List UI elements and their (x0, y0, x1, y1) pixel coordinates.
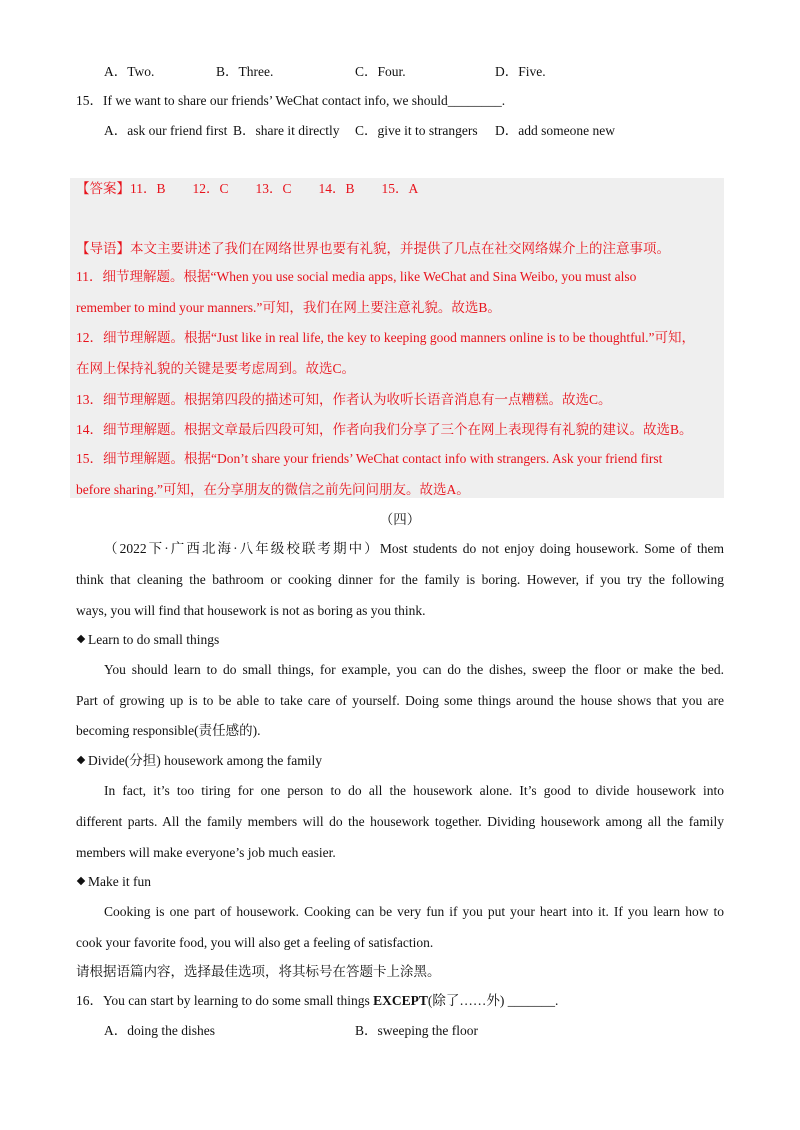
explanation-13: 13．细节理解题。根据第四段的描述可知，作者认为收听长语音消息有一点糟糕。故选C。 (76, 392, 612, 407)
heading-divide-housework (76, 751, 724, 771)
passage-p1-line1: （2022下·广西北海·八年级校联考期中）Most students do not enjoy doing housework. Some of them (104, 541, 724, 556)
q16-option-a: A．doing the dishes (104, 1023, 215, 1038)
passage-p2-line2: Part of growing up is to be able to take care of yourself. Doing some things around the house shows that you are (76, 693, 724, 708)
q15-option-d: D．add someone new (495, 123, 615, 138)
q15-option-a: A．ask our friend first (104, 123, 228, 138)
explanation-14: 14．细节理解题。根据文章最后四段可知，作者向我们分享了三个在网上表现得有礼貌的建议。故选B。 (76, 422, 693, 437)
passage-p4-line1: Cooking is one part of housework. Cooking can be very fun if you put your heart into it. If you learn how to (104, 904, 724, 919)
passage-p1-line2: think that cleaning the bathroom or cooking dinner for the family is boring. However, if you try the following (76, 572, 724, 587)
passage-p4-line2: cook your favorite food, you will also get a feeling of satisfaction. (76, 935, 434, 950)
q15-option-b: B．share it directly (233, 123, 340, 138)
q14-option-b: B．Three. (216, 64, 274, 79)
q16-option-b: B．sweeping the floor (355, 1023, 478, 1038)
passage-p3-line2: different parts. All the family members will do the housework together. Dividing housework among all the family (76, 814, 724, 829)
q16-stem-except: EXCEPT (373, 993, 428, 1008)
explanation-11-line2: remember to mind your manners.”可知，我们在网上要注意礼貌。故选B。 (76, 300, 501, 315)
answer-intro: 【导语】本文主要讲述了我们在网络世界也要有礼貌，并提供了几点在社交网络媒介上的注意事项。 (76, 241, 670, 256)
heading-text: Divide(分担) housework among the family (88, 753, 322, 768)
section-title: （四） (379, 512, 421, 527)
explanation-15-line2: before sharing.”可知，在分享朋友的微信之前先问问朋友。故选A。 (76, 482, 470, 497)
diamond-bullet-icon (77, 877, 85, 885)
explanation-11-line1: 11．细节理解题。根据“When you use social media apps, like WeChat and Sina Weibo, you must also (76, 269, 637, 284)
heading-make-it-fun (76, 872, 724, 892)
q15-option-c: C．give it to strangers (355, 123, 478, 138)
q15-stem: 15．If we want to share our friends’ WeChat contact info, we should________. (76, 93, 506, 108)
passage-p2-line1: You should learn to do small things, for example, you can do the dishes, sweep the floor or make the bed. (104, 662, 724, 677)
passage-p3-line3: members will make everyone’s job much easier. (76, 845, 336, 860)
diamond-bullet-icon (77, 756, 85, 764)
passage-p1-line3: ways, you will find that housework is not as boring as you think. (76, 603, 426, 618)
heading-text: Make it fun (88, 874, 151, 889)
q16-stem (76, 991, 724, 1011)
q16-stem-pre: 16．You can start by learning to do some small things (76, 993, 374, 1008)
q14-option-c: C．Four. (355, 64, 406, 79)
explanation-12-line2: 在网上保持礼貌的关键是要考虑周到。故选C。 (76, 361, 356, 376)
q14-option-d: D．Five. (495, 64, 546, 79)
q14-option-a: A．Two. (104, 64, 155, 79)
answer-key: 【答案】11．B 12．C 13．C 14．B 15．A (76, 181, 419, 196)
heading-learn-small-things (76, 630, 724, 650)
explanation-12-line1: 12．细节理解题。根据“Just like in real life, the key to keeping good manners online is to be thoughtful.”可知， (76, 330, 696, 345)
explanation-15-line1: 15．细节理解题。根据“Don’t share your friends’ WeChat contact info with strangers. Ask your friend first (76, 451, 663, 466)
passage-p2-line3: becoming responsible(责任感的). (76, 723, 261, 738)
passage-p3-line1: In fact, it’s too tiring for one person to do all the housework alone. It’s good to divide housework into (104, 783, 724, 798)
diamond-bullet-icon (77, 635, 85, 643)
q16-stem-post: (除了……外) _______. (427, 993, 559, 1008)
instruction: 请根据语篇内容，选择最佳选项，将其标号在答题卡上涂黑。 (76, 964, 441, 979)
heading-text: Learn to do small things (88, 632, 220, 647)
